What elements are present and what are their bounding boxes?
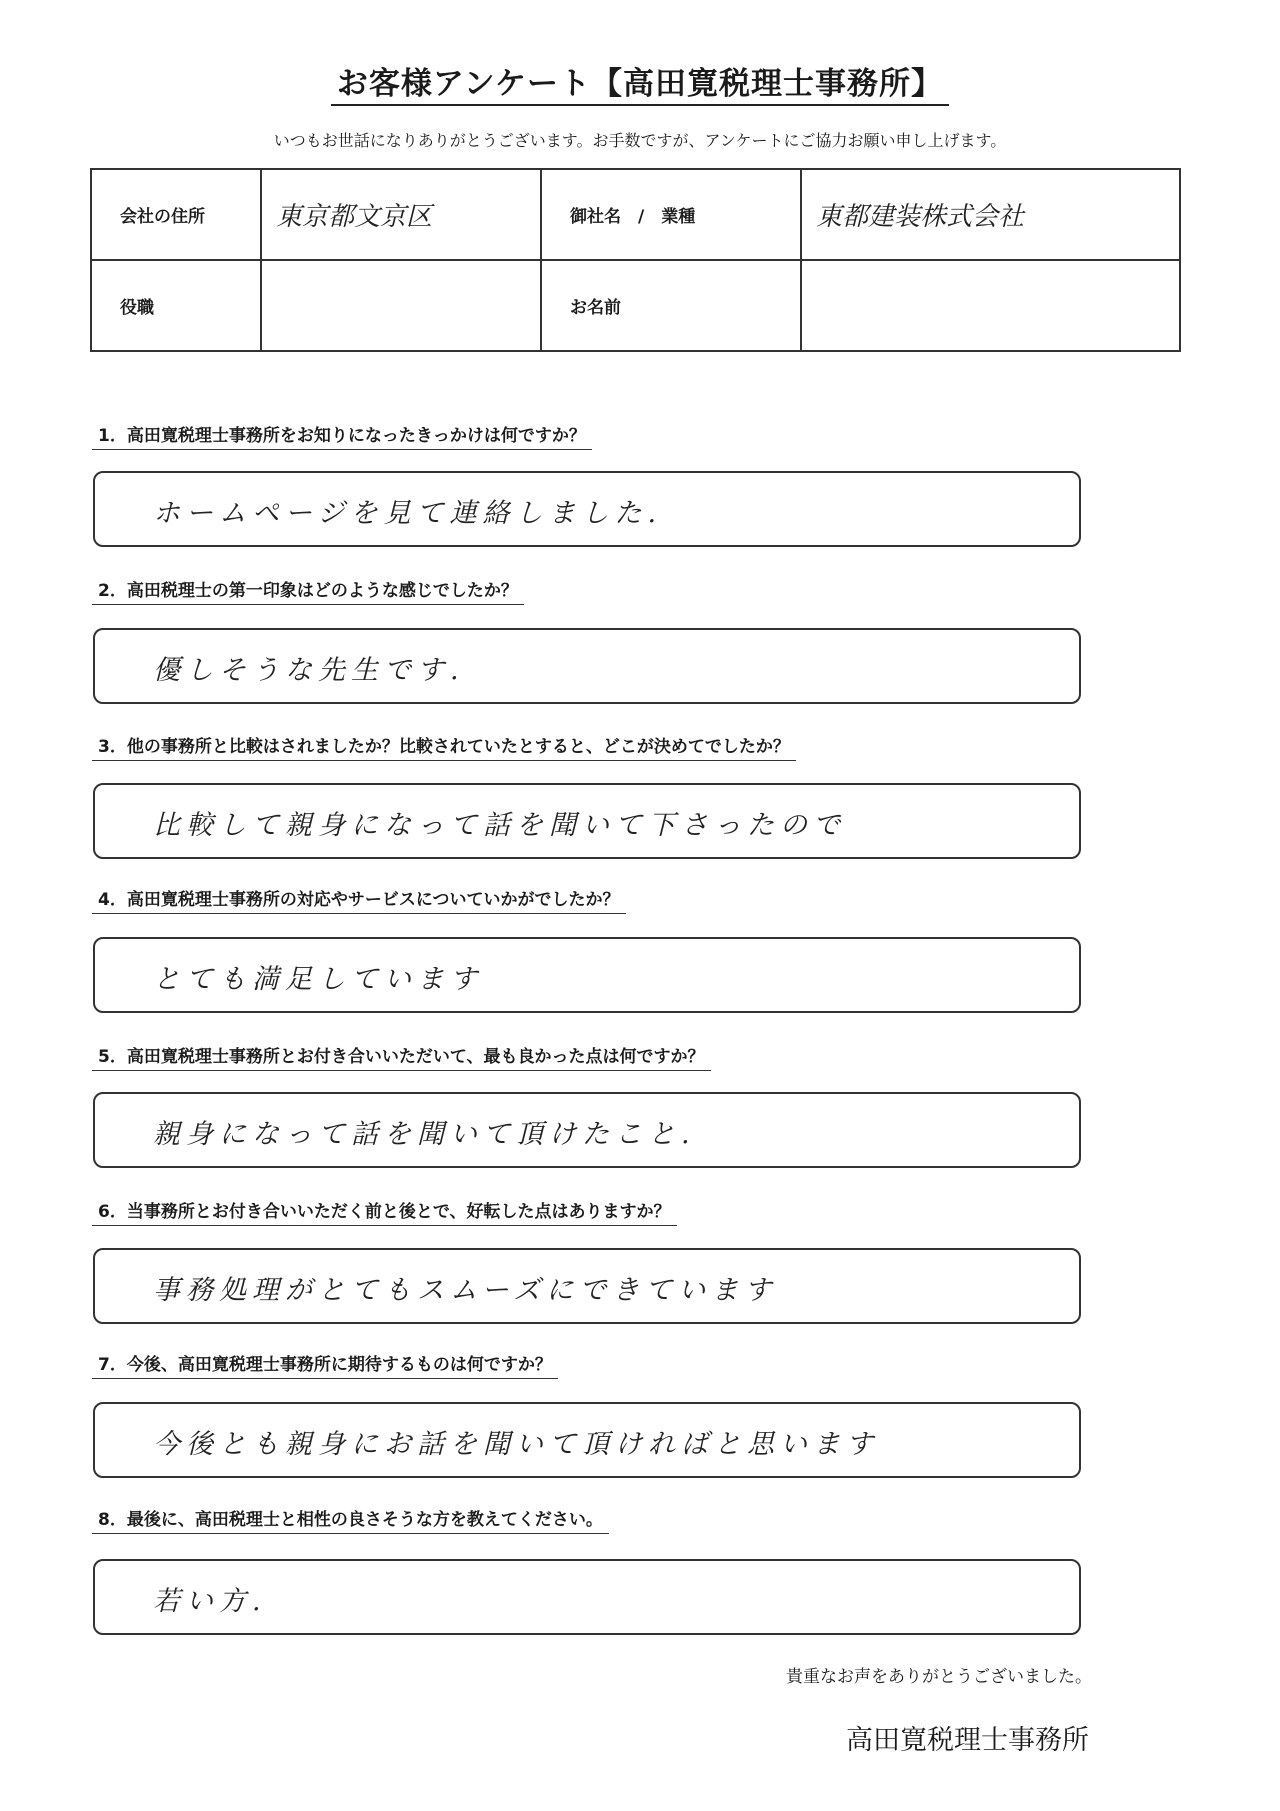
question-6: [92, 1197, 677, 1222]
office-name: 高田寛税理士事務所: [846, 1725, 1089, 1756]
answer-8-text: 若い方.: [153, 1586, 267, 1617]
name-value: [801, 260, 1180, 351]
question-8-text: 8．最後に、高田税理士と相性の良さそうな方を教えてください。: [92, 1510, 609, 1534]
question-2-text: 2．高田税理士の第一印象はどのような感じでしたか？: [92, 581, 524, 605]
name-label: お名前: [541, 260, 801, 351]
question-7: [92, 1350, 558, 1375]
question-4-text: 4．高田寛税理士事務所の対応やサービスについていかがでしたか？: [92, 890, 626, 914]
answer-box-7: [93, 1402, 1081, 1478]
answer-box-8: [93, 1559, 1081, 1635]
thanks-message: 貴重なお声をありがとうございました。: [786, 1667, 1092, 1687]
question-2: [92, 576, 524, 601]
question-5: [92, 1042, 711, 1067]
customer-info-table: [90, 168, 1181, 352]
answer-4-text: とても満足しています: [153, 964, 483, 995]
question-4: [92, 885, 626, 910]
question-3: [92, 732, 796, 757]
page-title: [0, 58, 1280, 103]
answer-box-3: [93, 783, 1081, 859]
position-label: 役職: [91, 260, 261, 351]
question-1-text: 1．高田寛税理士事務所をお知りになったきっかけは何ですか？: [92, 426, 592, 450]
answer-3-text: 比較して親身になって話を聞いて下さったので: [153, 810, 846, 841]
greeting-text: いつもお世話になりありがとうございます。お手数ですが、アンケートにご協力お願い申し上げます。: [273, 131, 1007, 150]
question-1: [92, 421, 592, 446]
address-value: 東京都文京区: [261, 169, 541, 260]
answer-5-text: 親身になって話を聞いて頂けたこと.: [153, 1119, 696, 1150]
question-8: [92, 1505, 609, 1530]
answer-1-text: ホームページを見て連絡しました.: [153, 498, 663, 529]
page-title-text: お客様アンケート【高田寛税理士事務所】: [331, 66, 949, 106]
question-3-text: 3．他の事務所と比較はされましたか？比較されていたとすると、どこが決めてでしたか？: [92, 737, 796, 761]
answer-7-text: 今後とも親身にお話を聞いて頂ければと思います: [153, 1429, 879, 1460]
address-label: 会社の住所: [91, 169, 261, 260]
question-6-text: 6．当事務所とお付き合いいただく前と後とで、好転した点はありますか？: [92, 1202, 677, 1226]
question-7-text: 7．今後、高田寛税理士事務所に期待するものは何ですか？: [92, 1355, 558, 1379]
answer-box-6: [93, 1248, 1081, 1324]
position-value: [261, 260, 541, 351]
answer-2-text: 優しそうな先生です.: [153, 655, 465, 686]
company-label: 御社名 / 業種: [541, 169, 801, 260]
question-5-text: 5．高田寛税理士事務所とお付き合いいただいて、最も良かった点は何ですか？: [92, 1047, 711, 1071]
answer-box-4: [93, 937, 1081, 1013]
answer-box-2: [93, 628, 1081, 704]
answer-6-text: 事務処理がとてもスムーズにできています: [153, 1275, 778, 1306]
answer-box-5: [93, 1092, 1081, 1168]
answer-box-1: [93, 471, 1081, 547]
company-value: 東都建装株式会社: [801, 169, 1180, 260]
